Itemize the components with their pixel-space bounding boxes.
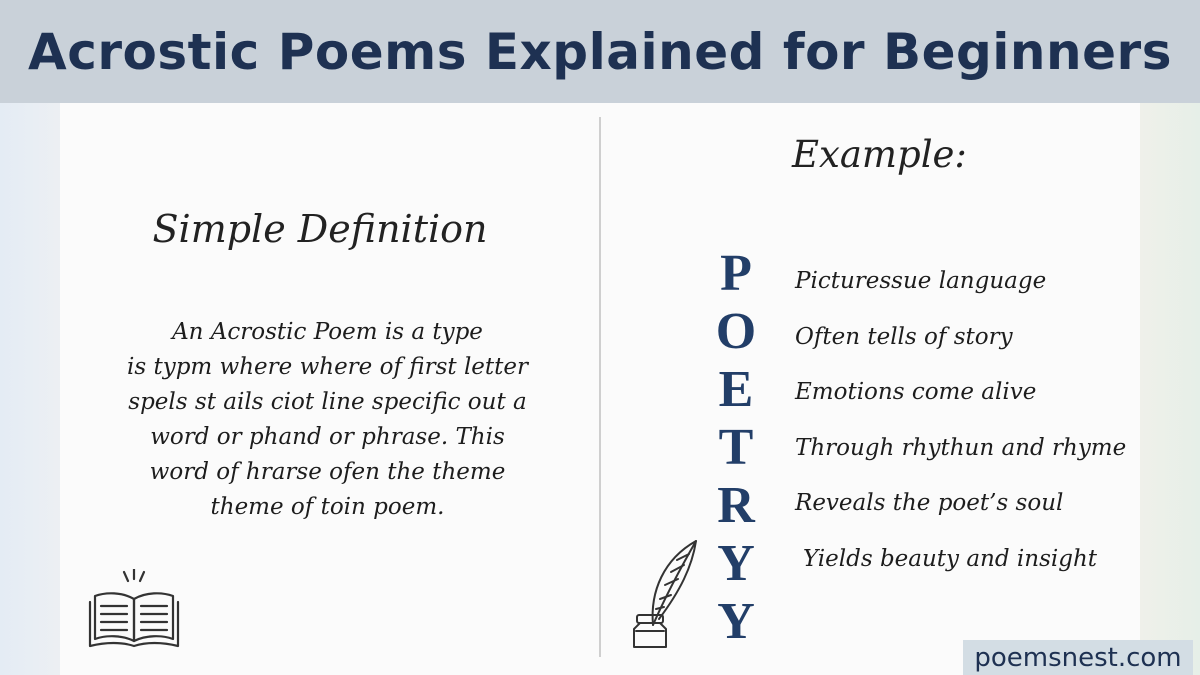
definition-line: word of hrarse ofen the theme — [149, 459, 506, 485]
quill-inkwell-icon — [626, 539, 706, 655]
example-line: Often tells of story — [795, 323, 1013, 350]
site-url: poemsnest.com — [974, 642, 1182, 673]
definition-text — [100, 315, 555, 525]
page-title: Acrostic Poems Explained for Beginners — [28, 22, 1172, 81]
acrostic-letter: R — [717, 477, 755, 534]
acrostic-letter: T — [718, 419, 754, 476]
definition-line: An Acrostic Poem is a type — [172, 319, 483, 345]
example-line: Yields beauty and insight — [803, 545, 1098, 572]
definition-heading: Simple Definition — [152, 207, 488, 251]
header-banner — [0, 0, 1200, 103]
acrostic-letter: P — [720, 245, 752, 302]
example-line: Reveals the poet’s soul — [795, 490, 1064, 516]
site-badge — [963, 640, 1193, 675]
acrostic-letter: E — [718, 361, 754, 418]
example-lines — [795, 263, 1126, 596]
acrostic-letter: Y — [717, 593, 755, 650]
acrostic-letter: O — [715, 303, 757, 360]
example-line: Emotions come alive — [795, 379, 1037, 405]
acrostic-letter: Y — [717, 535, 755, 592]
example-heading: Example: — [792, 133, 967, 176]
example-line: Through rhythun and rhyme — [795, 434, 1127, 461]
example-line: Picturessue language — [795, 268, 1047, 294]
open-book-icon — [86, 569, 182, 657]
acrostic-letters — [706, 245, 766, 651]
column-divider — [599, 117, 601, 657]
definition-line: is typm where where of first letter — [126, 354, 529, 380]
definition-line: spels st ails ciot line specific out a — [128, 389, 527, 415]
definition-line: word or phand or phrase. This — [150, 424, 505, 450]
content-card — [60, 103, 1140, 675]
definition-line: theme of toin poem. — [210, 494, 445, 520]
